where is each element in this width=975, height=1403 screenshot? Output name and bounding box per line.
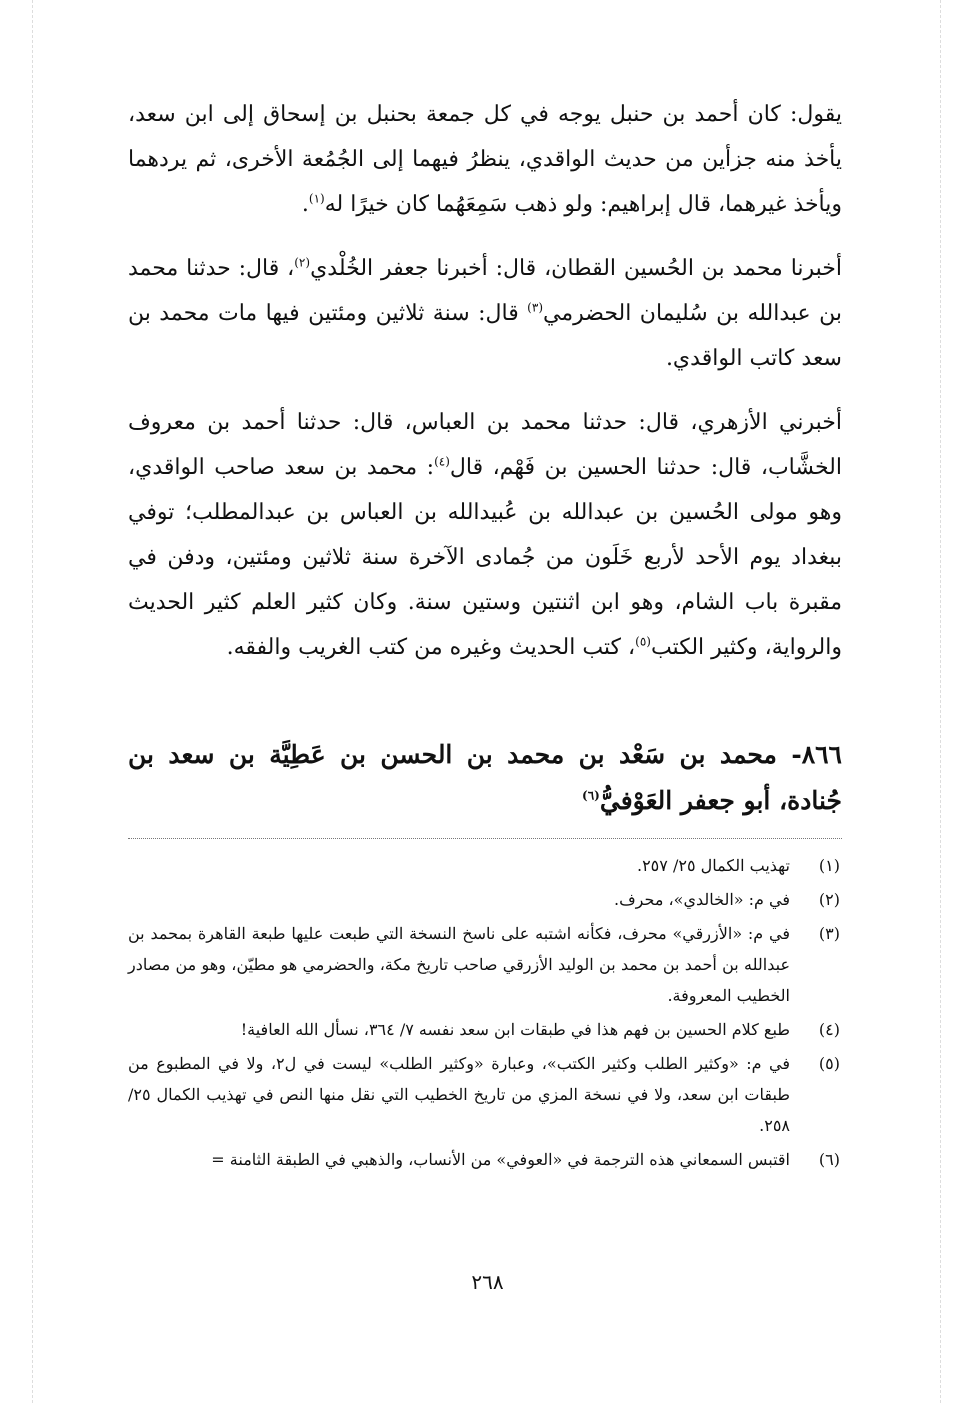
footnote-text: تهذيب الكمال ٢٥/ ٢٥٧. <box>636 856 790 875</box>
entry-heading <box>128 732 842 824</box>
paragraph-2-text: أخبرنا محمد بن الحُسين القطان، قال: أخبرنا جعفر الخُلْدي <box>310 256 843 281</box>
scan-line-left <box>32 0 33 1403</box>
footnote-number: (٦) <box>818 1150 840 1169</box>
paragraph-3-text-2: : محمد بن سعد صاحب الواقدي، وهو مولى الحُسين بن عبدالله بن عُبيدالله بن العباس بن عبدالمطلب؛ توفي ببغداد يوم الأحد لأربع خَلَون من جُمادى الآخرة سنة ثلاثين ومئتين، ودفن في مقبرة باب الشام، وهو ابن اثنتين وستين سنة. وكان كثير العلم كثير الحديث والرواية، وكثير الكتب <box>128 455 842 660</box>
footnote-text: في م: «وكثير الطلب وكثير الكتب»، وعبارة «وكثير الطلب» ليست في ل٢، ولا في المطبوع من طبقات ابن سعد، ولا في نسخة المزي من تاريخ الخطيب التي نقل منها النص في تهذيب الكمال ٢٥/ ٢٥٨. <box>128 1054 791 1135</box>
footnote-ref-6[interactable]: (٦) <box>582 788 600 803</box>
paragraph-3-tail: ، كتب الحديث وغيره من كتب الغريب والفقه. <box>226 635 636 660</box>
footnote-ref-1[interactable]: (١) <box>308 191 325 206</box>
footnote-item <box>128 884 842 915</box>
footnote-item <box>128 1014 842 1045</box>
footnote-ref-5[interactable]: (٥) <box>635 634 651 649</box>
paragraph-1-text: يقول: كان أحمد بن حنبل يوجه في كل جمعة بحنبل بن إسحاق إلى ابن سعد، يأخذ منه جزأين من حديث الواقدي، ينظرُ فيهما إلى الجُمُعة الأخرى، ثم يردهما ويأخذ غيرهما، قال إبراهيم: ولو ذهب سَمِعَهُما كان خيرًا له <box>128 102 842 217</box>
footnote-number: (٣) <box>818 924 840 943</box>
page-number: ٢٦٨ <box>471 1270 504 1294</box>
footnote-item <box>128 850 842 881</box>
footnote-ref-3[interactable]: (٣) <box>527 300 543 315</box>
footnote-text: في م: «الخالدي»، محرف. <box>614 890 790 909</box>
footnote-item <box>128 918 842 1011</box>
paragraph-3 <box>128 400 842 670</box>
paragraph-2 <box>128 246 842 381</box>
footnote-number: (٢) <box>818 890 840 909</box>
footnote-text: اقتبس السمعاني هذه الترجمة في «العوفي» من الأنساب، والذهبي في الطبقة الثامنة = <box>211 1150 790 1169</box>
entry-heading-text: ٨٦٦- محمد بن سَعْد بن محمد بن الحسن بن عَطِيَّة بن سعد بن جُنادة، أبو جعفر العَوْفيُّ <box>128 740 842 815</box>
footnote-text: في م: «الأزرقي» محرف، فكأنه اشتبه على ناسخ النسخة التي طبعت عليها طبعة القاهرة بمحمد بن عبدالله بن أحمد بن محمد بن الوليد الأزرقي صاحب تاريخ مكة، والحضرمي هو مطيّن، وهو من مصادر الخطيب المعروفة. <box>128 924 790 1005</box>
footnote-number: (١) <box>818 856 840 875</box>
paragraph-3-text: أخبرني الأزهري، قال: حدثنا محمد بن العباس، قال: حدثنا أحمد بن معروف الخشَّاب، قال: حدثنا الحسين بن فَهْم، قال <box>128 410 843 480</box>
scan-line-right <box>940 0 941 1403</box>
footnote-divider <box>128 838 842 839</box>
paragraph-2-text-2: ، قال: حدثنا محمد بن عبدالله بن سُليمان الحضرمي <box>128 256 842 326</box>
footnote-item <box>128 1144 842 1175</box>
footnotes <box>128 850 842 1178</box>
paragraph-2-tail: قال: سنة ثلاثين ومئتين فيها مات محمد بن سعد كاتب الواقدي. <box>128 301 842 371</box>
footnote-text: طبع كلام الحسين بن فهم هذا في طبقات ابن سعد نفسه ٧/ ٣٦٤، نسأل الله العافية! <box>240 1020 790 1039</box>
footnote-ref-4[interactable]: (٤) <box>434 454 450 469</box>
footnote-number: (٥) <box>818 1054 840 1073</box>
footnote-number: (٤) <box>818 1020 840 1039</box>
paragraph-1-tail: . <box>301 192 309 217</box>
paragraph-1 <box>128 92 842 227</box>
footnote-item <box>128 1048 842 1141</box>
footnote-ref-2[interactable]: (٢) <box>294 255 311 270</box>
